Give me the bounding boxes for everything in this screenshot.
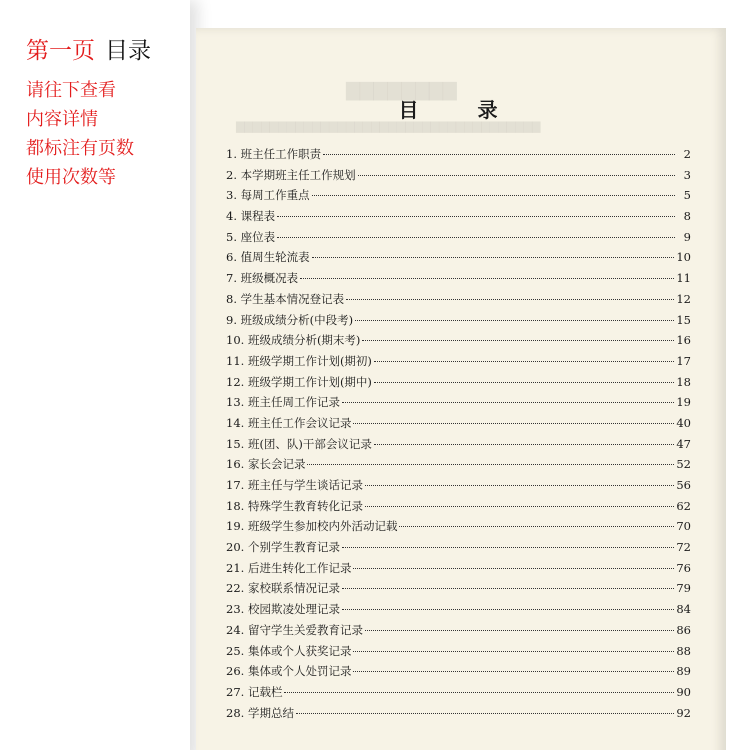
toc-entry-page: 79 xyxy=(676,581,691,596)
toc-entry-page: 11 xyxy=(676,271,691,286)
toc-entry-page: 17 xyxy=(676,353,691,368)
toc-entry-page: 47 xyxy=(676,436,691,451)
toc-entry xyxy=(226,229,691,250)
toc-entry-page: 84 xyxy=(676,602,691,617)
toc-entry xyxy=(226,146,691,167)
toc-entry-label: 8. 学生基本情况登记表 xyxy=(226,291,345,306)
toc-entry-label: 2. 本学期班主任工作规划 xyxy=(226,167,356,182)
toc-entry-label: 1. 班主任工作职责 xyxy=(226,147,322,161)
toc-entry-page: 8 xyxy=(683,209,691,224)
toc-list xyxy=(226,146,691,725)
toc-dot-leader xyxy=(300,278,674,279)
show-through-texture: ▇▇▇▇▇▇▇▇ xyxy=(346,80,457,101)
toc-entry-label: 14. 班主任工作会议记录 xyxy=(226,415,352,430)
toc-dot-leader xyxy=(362,340,674,341)
toc-entry xyxy=(226,477,691,498)
toc-dot-leader xyxy=(342,547,674,548)
toc-dot-leader xyxy=(307,464,674,465)
toc-entry-page: 40 xyxy=(676,415,691,430)
toc-entry-label: 19. 班级学生参加校内外活动记载 xyxy=(226,519,398,534)
toc-entry-label: 22. 家校联系情况记录 xyxy=(226,581,340,596)
left-heading-black: 目录 xyxy=(105,38,151,64)
toc-entry-page: 92 xyxy=(676,705,691,720)
toc-entry-label: 18. 特殊学生教育转化记录 xyxy=(226,498,363,513)
toc-entry-page: 62 xyxy=(676,498,691,513)
left-note: 都标注有页数 xyxy=(26,138,134,159)
left-note: 内容详情 xyxy=(26,109,98,130)
toc-entry-label: 21. 后进生转化工作记录 xyxy=(226,560,352,575)
toc-dot-leader xyxy=(355,320,674,321)
toc-entry xyxy=(226,643,691,664)
toc-entry xyxy=(226,374,691,395)
toc-entry-page: 15 xyxy=(676,312,691,327)
toc-entry-page: 16 xyxy=(676,333,691,348)
toc-entry-page: 56 xyxy=(676,478,691,492)
toc-dot-leader xyxy=(342,588,674,589)
toc-entry-page: 18 xyxy=(676,374,691,389)
toc-entry-page: 19 xyxy=(676,395,691,410)
toc-dot-leader xyxy=(399,526,674,527)
left-page-annotation xyxy=(26,36,151,192)
toc-dot-leader xyxy=(374,444,674,445)
toc-entry-page: 72 xyxy=(676,540,691,555)
toc-dot-leader xyxy=(353,671,674,672)
toc-entry xyxy=(226,684,691,705)
toc-dot-leader xyxy=(277,237,675,238)
toc-dot-leader xyxy=(358,175,675,176)
toc-entry-label: 7. 班级概况表 xyxy=(226,271,299,286)
toc-entry xyxy=(226,291,691,312)
toc-dot-leader xyxy=(353,651,674,652)
toc-entry-label: 25. 集体或个人获奖记录 xyxy=(226,643,352,658)
toc-entry-label: 13. 班主任周工作记录 xyxy=(226,395,340,410)
toc-entry-page: 70 xyxy=(676,519,691,534)
toc-entry xyxy=(226,436,691,457)
toc-entry xyxy=(226,705,691,726)
toc-entry-page: 12 xyxy=(676,291,691,306)
toc-entry xyxy=(226,394,691,415)
toc-entry xyxy=(226,353,691,374)
toc-entry-page: 2 xyxy=(683,147,691,161)
toc-entry xyxy=(226,498,691,519)
toc-entry-label: 9. 班级成绩分析(中段考) xyxy=(226,312,354,327)
toc-entry xyxy=(226,167,691,188)
toc-entry xyxy=(226,249,691,270)
toc-entry xyxy=(226,622,691,643)
toc-entry xyxy=(226,270,691,291)
toc-entry xyxy=(226,663,691,684)
toc-entry xyxy=(226,580,691,601)
toc-dot-leader xyxy=(353,423,674,424)
toc-entry-label: 17. 班主任与学生谈话记录 xyxy=(226,478,363,492)
toc-entry-label: 5. 座位表 xyxy=(226,229,276,244)
left-note: 请往下查看 xyxy=(26,80,116,101)
toc-entry-page: 9 xyxy=(683,229,691,244)
toc-entry-label: 16. 家长会记录 xyxy=(226,457,306,472)
toc-entry-page: 89 xyxy=(676,664,691,679)
toc-entry-page: 5 xyxy=(683,188,691,203)
toc-entry-label: 26. 集体或个人处罚记录 xyxy=(226,664,352,679)
toc-entry-label: 3. 每周工作重点 xyxy=(226,188,310,203)
toc-entry-page: 76 xyxy=(676,560,691,575)
toc-entry xyxy=(226,187,691,208)
toc-entry-page: 88 xyxy=(676,643,691,658)
toc-page xyxy=(196,28,726,750)
toc-dot-leader xyxy=(365,485,674,486)
toc-entry-label: 10. 班级成绩分析(期末考) xyxy=(226,333,361,348)
toc-dot-leader xyxy=(353,568,674,569)
toc-dot-leader xyxy=(346,299,674,300)
toc-dot-leader xyxy=(374,361,674,362)
toc-entry-page: 90 xyxy=(676,684,691,699)
toc-entry-label: 15. 班(团、队)干部会议记录 xyxy=(226,436,372,451)
toc-entry xyxy=(226,208,691,229)
toc-entry-label: 23. 校园欺凌处理记录 xyxy=(226,602,340,617)
toc-entry-label: 11. 班级学期工作计划(期初) xyxy=(226,353,372,368)
toc-entry-label: 20. 个别学生教育记录 xyxy=(226,540,340,555)
toc-entry-page: 86 xyxy=(676,622,691,637)
toc-dot-leader xyxy=(342,609,674,610)
toc-entry-label: 28. 学期总结 xyxy=(226,705,294,720)
toc-dot-leader xyxy=(296,713,674,714)
toc-dot-leader xyxy=(312,195,675,196)
toc-entry-page: 52 xyxy=(676,457,691,472)
left-page xyxy=(0,0,190,750)
left-heading-red: 第一页 xyxy=(26,38,95,64)
toc-dot-leader xyxy=(365,630,674,631)
toc-dot-leader xyxy=(342,402,674,403)
toc-entry xyxy=(226,518,691,539)
toc-entry xyxy=(226,560,691,581)
toc-dot-leader xyxy=(284,692,674,693)
toc-entry-page: 3 xyxy=(683,167,691,182)
toc-entry xyxy=(226,539,691,560)
toc-entry-label: 27. 记载栏 xyxy=(226,684,283,699)
left-heading xyxy=(26,36,151,66)
toc-dot-leader xyxy=(365,506,674,507)
toc-entry xyxy=(226,312,691,333)
toc-entry xyxy=(226,415,691,436)
show-through-texture: ▇▇▇▇▇▇▇▇▇▇▇▇▇▇▇▇▇▇▇▇▇▇▇▇▇▇▇▇▇▇▇▇▇▇▇▇ xyxy=(236,120,541,133)
left-note: 使用次数等 xyxy=(26,167,116,188)
toc-title: 目 录 xyxy=(398,98,524,122)
toc-entry-label: 12. 班级学期工作计划(期中) xyxy=(226,374,372,389)
toc-entry xyxy=(226,601,691,622)
toc-dot-leader xyxy=(323,154,675,155)
toc-dot-leader xyxy=(277,216,675,217)
toc-entry-page: 10 xyxy=(676,250,691,265)
toc-dot-leader xyxy=(374,382,674,383)
toc-entry xyxy=(226,456,691,477)
toc-entry xyxy=(226,332,691,353)
toc-dot-leader xyxy=(312,257,675,258)
toc-entry-label: 6. 值周生轮流表 xyxy=(226,250,310,265)
toc-entry-label: 24. 留守学生关爱教育记录 xyxy=(226,622,363,637)
toc-entry-label: 4. 课程表 xyxy=(226,209,276,224)
